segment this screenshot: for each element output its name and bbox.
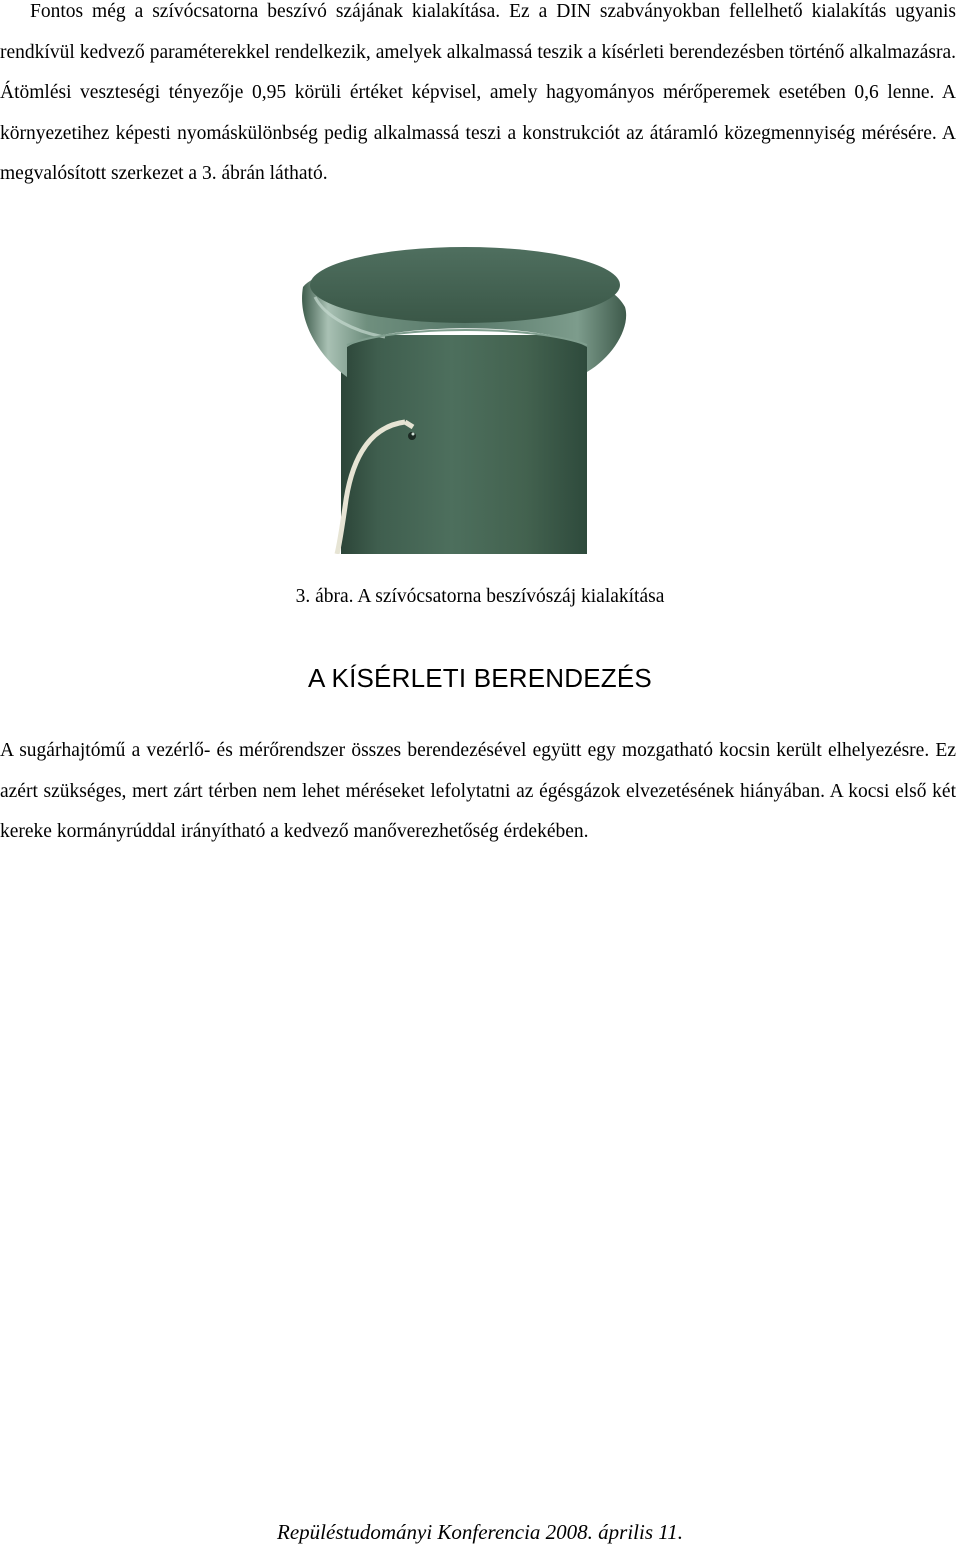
intake-nozzle-photo: [295, 237, 635, 554]
section-paragraph: A sugárhajtómű a vezérlő- és mérőrendszer összes berendezésével együtt egy mozgatható kocsin került elhelyezésre. Ez azért szükséges, mert zárt térben nem lehet méréseket lefolytatni az égésgázok elvezetésének hiányában. A kocsi első két kereke kormányrúddal irányítható a kedvező manőverezhetőség érdekében.: [0, 740, 956, 842]
section-heading: A KÍSÉRLETI BERENDEZÉS: [308, 663, 652, 693]
page-footer: Repüléstudományi Konferencia 2008. április 11.: [277, 1520, 683, 1544]
figure-caption: 3. ábra. A szívócsatorna beszívószáj kialakítása: [295, 586, 665, 607]
intro-paragraph: Fontos még a szívócsatorna beszívó szájának kialakítása. Ez a DIN szabványokban fellelhető kialakítás ugyanis rendkívül kedvező paraméterekkel rendelkezik, amelyek alkalmassá teszik a kísérleti berendezésben történő alkalmazásra. Átömlési veszteségi tényezője 0,95 körüli értéket képvisel, amely hagyományos mérőperemek esetében 0,6 lenne. A környezetihez képesti nyomáskülönbség pedig alkalmassá teszi a konstrukciót az átáramló közegmennyiség mérésére. A megvalósított szerkezet a 3. ábrán látható.: [0, 1, 956, 184]
